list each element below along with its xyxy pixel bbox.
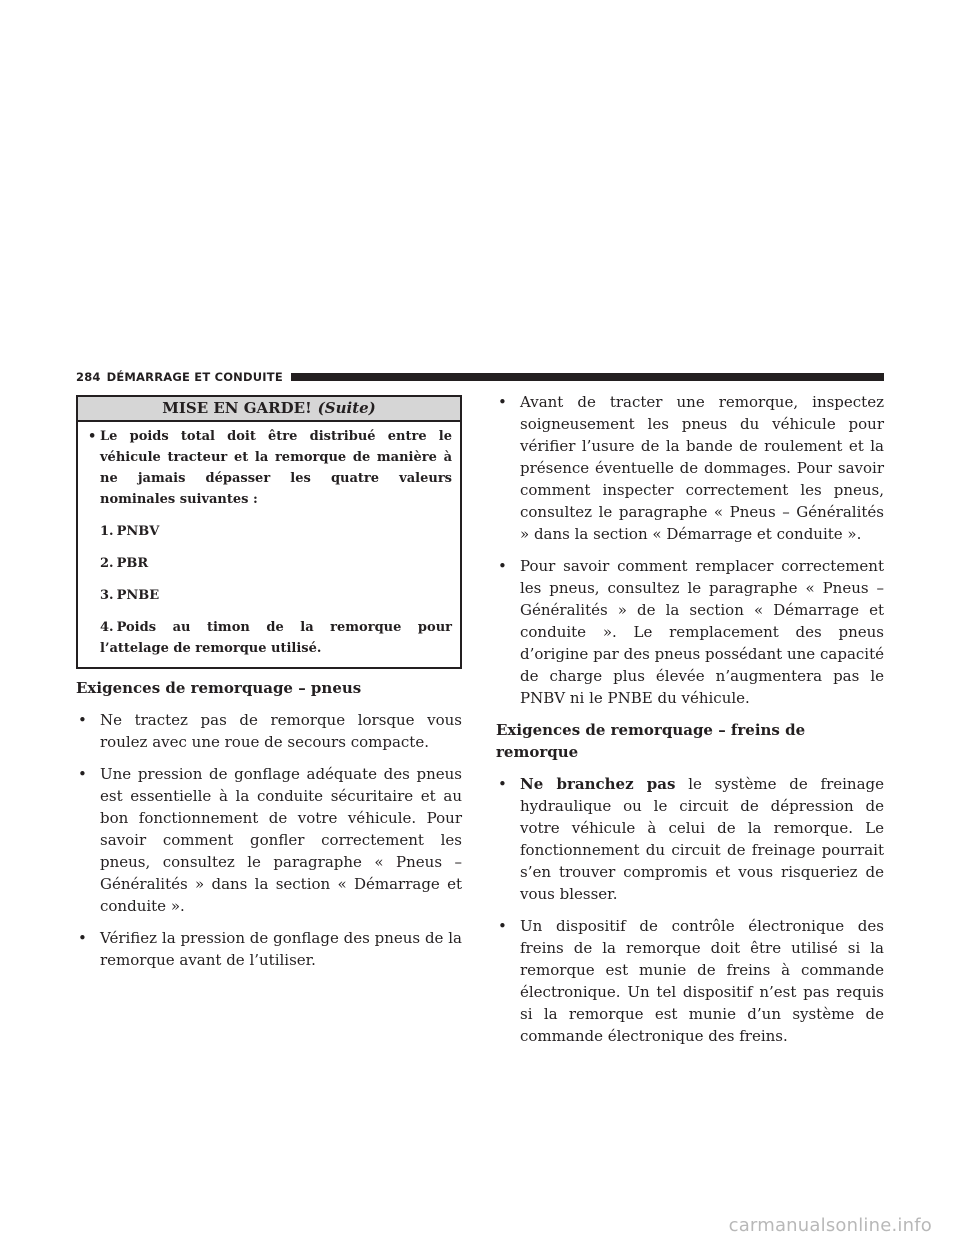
brakes-heading: Exigences de remorquage – freins de remorque [496, 721, 806, 761]
watermark: carmanualsonline.info [728, 1215, 932, 1236]
warning-item: 1. PNBV [100, 524, 160, 539]
bullet-icon: • [78, 765, 87, 783]
list-item: • Ne tractez pas de remorque lorsque vous roulez avec une roue de secours compacte. [78, 711, 462, 751]
warning-item: 3. PNBE [100, 588, 160, 603]
tires-heading: Exigences de remorquage – pneus [76, 679, 362, 697]
section-title: DÉMARRAGE ET CONDUITE [106, 370, 283, 384]
warning-suffix: (Suite) [317, 399, 376, 417]
bullet-icon: • [498, 917, 507, 935]
bullet-icon: • [88, 429, 97, 444]
bullet-icon: • [498, 775, 507, 793]
bullet-icon: • [498, 557, 507, 575]
bullet-icon: • [498, 393, 507, 411]
right-column [496, 391, 884, 1047]
list-item: • Vérifiez la pression de gonflage des pneus de la remorque avant de l’utiliser. [78, 929, 462, 969]
header-rule [291, 373, 884, 381]
warning-bullet-text: Le poids total doit être distribué entre le véhicule tracteur et la remorque de manière à ne jamais dépasser les quatre valeurs nominales suivantes : [100, 429, 452, 507]
warning-header [78, 397, 460, 422]
warning-title: MISE EN GARDE! [162, 399, 312, 417]
list-item: • Une pression de gonflage adéquate des pneus est essentielle à la conduite sécuritaire et au bon fonctionnement de votre véhicule. Pour savoir comment gonfler correctement les pneus, consultez le paragraphe « Pneus – Généralités » dans la section « Démarrage et conduite ». [78, 765, 462, 915]
list-item: • Pour savoir comment remplacer correctement les pneus, consultez le paragraphe « Pneus – Généralités » de la section « Démarrage et conduite ». Le remplacement des pneus d’origine par des pneus possédant une capacité de charge plus élevée n’augmentera pas le PNBV ni le PNBE du véhicule. [498, 557, 884, 707]
list-item: • Un dispositif de contrôle électronique des freins de la remorque doit être utilisé si la remorque est munie de freins à commande électronique. Un tel dispositif n’est pas requis si la remorque est munie d’un système de commande électronique des freins. [498, 917, 884, 1045]
emphasis-text: Ne branchez pas [520, 775, 676, 793]
list-item: • Ne branchez pas le système de freinage hydraulique ou le circuit de dépression de votre véhicule à celui de la remorque. Le fonctionnement du circuit de freinage pourrait s’en trouver compromis et vous risqueriez de vous blesser. [498, 775, 884, 903]
page-number: 284 [76, 370, 101, 384]
warning-body [78, 422, 460, 667]
bullet-icon: • [78, 711, 87, 729]
warning-bullet [88, 426, 452, 510]
list-item: • Avant de tracter une remorque, inspectez soigneusement les pneus du véhicule pour vérifier l’usure de la bande de roulement et la présence éventuelle de dommages. Pour savoir comment inspecter correctement les pneus, consultez le paragraphe « Pneus – Généralités » dans la section « Démarrage et conduite ». [498, 393, 884, 543]
warning-item: 4. Poids au timon de la remorque pour l’attelage de remorque utilisé. [100, 620, 452, 656]
bullet-icon: • [78, 929, 87, 947]
warning-item: 2. PBR [100, 556, 149, 571]
warning-box [76, 395, 462, 669]
left-column [76, 395, 462, 971]
page-header [76, 370, 884, 384]
